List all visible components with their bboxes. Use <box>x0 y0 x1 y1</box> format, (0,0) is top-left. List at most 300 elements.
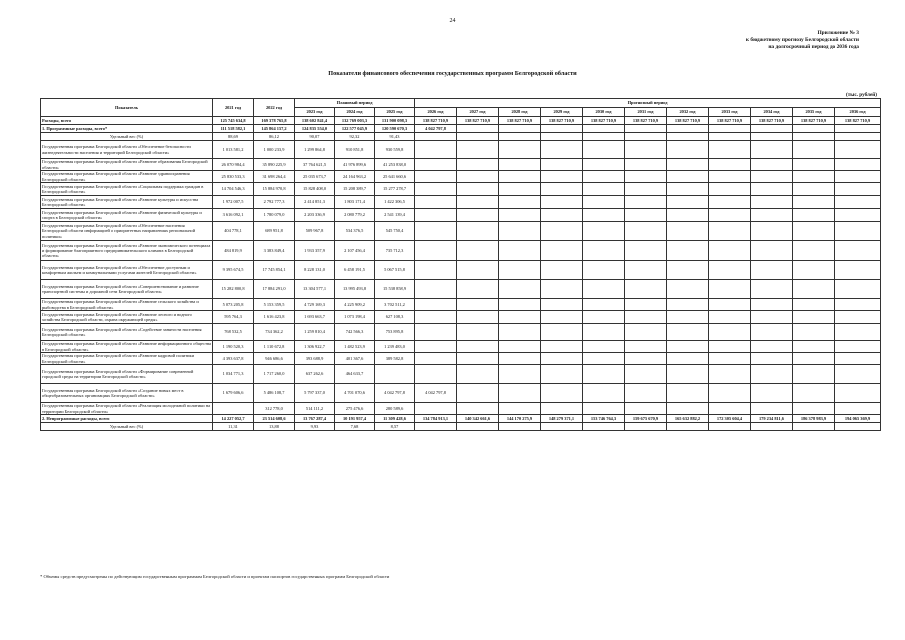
value-cell <box>625 125 667 133</box>
value-cell: 17 884 291,0 <box>254 280 295 299</box>
value-cell <box>415 196 457 209</box>
value-cell: 131 900 098,3 <box>375 117 415 125</box>
value-cell <box>835 125 881 133</box>
row-label: Государственная программа Белгородской области «Развитие информационного общества в Белгородской области» <box>42 341 211 352</box>
value-cell <box>751 241 793 261</box>
financing-table <box>40 98 881 431</box>
value-cell: 1 616 423,8 <box>254 311 295 324</box>
value-cell <box>751 222 793 241</box>
value-cell <box>793 423 835 431</box>
value-cell <box>625 403 667 415</box>
value-cell <box>541 159 583 171</box>
value-cell: 15 538 858,9 <box>375 280 415 299</box>
value-cell <box>709 241 751 261</box>
row-label: Государственная программа Белгородской области «Социальная поддержка граждан в Белгородской области» <box>41 183 213 196</box>
value-cell: 159 675 670,9 <box>625 415 667 423</box>
value-cell <box>793 261 835 280</box>
value-cell <box>415 311 457 324</box>
row-label: Государственная программа Белгородской области «Обеспечение безопасности жизнедеятельности населения и территорий Белгородской области» <box>41 141 213 159</box>
value-cell: 111 518 582,1 <box>213 125 254 133</box>
value-cell: 484 819,9 <box>213 241 254 261</box>
value-cell <box>793 353 835 365</box>
table-row <box>41 171 881 183</box>
value-cell <box>709 196 751 209</box>
value-cell: 31 698 264,4 <box>254 171 295 183</box>
value-cell <box>835 141 881 159</box>
value-cell: 15 884 970,8 <box>254 183 295 196</box>
table-row <box>41 365 881 384</box>
value-cell <box>625 324 667 341</box>
value-cell <box>541 299 583 311</box>
value-cell <box>709 403 751 415</box>
value-cell <box>457 365 499 384</box>
value-cell: 1 073 198,4 <box>335 311 375 324</box>
value-cell: 1 299 864,8 <box>295 141 335 159</box>
value-cell <box>457 261 499 280</box>
value-cell <box>751 299 793 311</box>
value-cell <box>583 196 625 209</box>
value-cell: 1 693 663,7 <box>295 311 335 324</box>
value-cell <box>415 171 457 183</box>
row-label: Государственная программа Белгородской области «Развитие физической культуры и спорта в Белгородской области» <box>41 209 213 222</box>
value-cell: 144 170 275,9 <box>499 415 541 423</box>
table-row <box>41 384 881 403</box>
value-cell: 138 827 710,9 <box>709 117 751 125</box>
value-cell: 5 067 515,8 <box>375 261 415 280</box>
value-cell <box>457 141 499 159</box>
value-cell <box>751 159 793 171</box>
value-cell <box>415 261 457 280</box>
value-cell <box>499 209 541 222</box>
value-cell: 26 070 984,4 <box>213 159 254 171</box>
row-label: Государственная программа Белгородской области «Содействие занятости населения Белгородской области» <box>41 324 213 341</box>
value-cell <box>583 365 625 384</box>
value-cell <box>415 403 457 415</box>
value-cell: 138 827 710,9 <box>583 117 625 125</box>
value-cell <box>625 196 667 209</box>
value-cell <box>793 222 835 241</box>
appendix-line: Приложение № 3 <box>817 30 859 36</box>
value-cell <box>625 261 667 280</box>
value-cell <box>751 183 793 196</box>
table-row <box>41 341 881 353</box>
value-cell <box>541 196 583 209</box>
value-cell <box>541 133 583 141</box>
value-cell <box>415 423 457 431</box>
value-cell <box>667 353 709 365</box>
value-cell <box>541 324 583 341</box>
value-cell: 910 851,8 <box>335 141 375 159</box>
value-cell: 41 976 899,6 <box>335 159 375 171</box>
value-cell: 5 153 359,5 <box>254 299 295 311</box>
value-cell <box>751 261 793 280</box>
value-cell <box>457 384 499 403</box>
value-cell <box>793 159 835 171</box>
value-cell: 389 582,8 <box>375 353 415 365</box>
value-cell <box>625 280 667 299</box>
value-cell <box>667 324 709 341</box>
value-cell <box>709 222 751 241</box>
value-cell <box>457 125 499 133</box>
value-cell: 9,93 <box>295 423 335 431</box>
value-cell: 138 827 710,9 <box>499 117 541 125</box>
value-cell: 1 780 079,0 <box>254 209 295 222</box>
value-cell <box>793 384 835 403</box>
value-cell <box>415 141 457 159</box>
value-cell <box>667 159 709 171</box>
row-label: Расходы, всего <box>41 117 213 125</box>
value-cell <box>667 365 709 384</box>
value-cell <box>583 133 625 141</box>
value-cell <box>583 261 625 280</box>
value-cell: 124 835 554,0 <box>295 125 335 133</box>
value-cell: 138 827 710,9 <box>667 117 709 125</box>
value-cell <box>835 341 881 353</box>
value-cell <box>667 299 709 311</box>
value-cell: 11 309 428,6 <box>375 415 415 423</box>
value-cell <box>793 311 835 324</box>
value-cell <box>415 299 457 311</box>
table-row <box>41 261 881 280</box>
value-cell: 145 864 157,2 <box>254 125 295 133</box>
value-cell: 393 688,9 <box>295 353 335 365</box>
value-cell: 1 422 306,5 <box>375 196 415 209</box>
row-label: 1. Программные расходы, всего* <box>41 125 213 133</box>
value-cell: 627 108,3 <box>375 311 415 324</box>
row-label: Государственная программа Белгородской области «Реализация молодежной политики на территории Белгородской области» <box>41 403 213 415</box>
value-cell <box>751 133 793 141</box>
value-cell <box>583 222 625 241</box>
value-cell <box>415 183 457 196</box>
value-cell: 14 227 052,7 <box>213 415 254 423</box>
value-cell <box>793 341 835 353</box>
value-cell <box>625 171 667 183</box>
value-cell: 1 034 771,3 <box>213 365 254 384</box>
value-cell: 5 073 205,8 <box>213 299 254 311</box>
value-cell: 88,69 <box>213 133 254 141</box>
value-cell: 17 745 854,1 <box>254 261 295 280</box>
value-cell <box>709 353 751 365</box>
value-cell <box>583 159 625 171</box>
value-cell <box>583 141 625 159</box>
value-cell <box>415 209 457 222</box>
value-cell <box>457 183 499 196</box>
value-cell <box>625 222 667 241</box>
value-cell <box>499 171 541 183</box>
value-cell <box>415 222 457 241</box>
value-cell: 92,32 <box>335 133 375 141</box>
value-cell: 4 729 169,3 <box>295 299 335 311</box>
value-cell <box>375 365 415 384</box>
header-indicator: Показатель <box>41 99 213 117</box>
value-cell <box>667 141 709 159</box>
value-cell <box>793 133 835 141</box>
value-cell: 1 259 810,4 <box>295 324 335 341</box>
value-cell: 15 828 408,0 <box>295 183 335 196</box>
value-cell <box>583 183 625 196</box>
row-label: Государственная программа Белгородской области «Развитие культуры и искусства Белгородской области» <box>41 196 213 209</box>
header-year: 2034 год <box>751 108 793 117</box>
value-cell <box>499 324 541 341</box>
value-cell <box>793 183 835 196</box>
value-cell: 41 253 838,0 <box>375 159 415 171</box>
value-cell: 1 803 171,4 <box>335 196 375 209</box>
value-cell: 186 378 983,9 <box>793 415 835 423</box>
value-cell: 122 577 045,9 <box>335 125 375 133</box>
value-cell <box>667 403 709 415</box>
value-cell: 4 042 797,8 <box>375 384 415 403</box>
value-cell <box>709 384 751 403</box>
value-cell: 15 282 800,8 <box>213 280 254 299</box>
value-cell <box>835 171 881 183</box>
value-cell <box>793 196 835 209</box>
value-cell <box>457 353 499 365</box>
value-cell <box>583 241 625 261</box>
table-row <box>41 183 881 196</box>
value-cell: 514 111,2 <box>295 403 335 415</box>
row-label: Государственная программа Белгородской области «Создание новых мест в общеобразовательных организациях Белгородской области» <box>41 384 213 403</box>
value-cell <box>499 299 541 311</box>
value-cell <box>625 341 667 353</box>
value-cell <box>499 222 541 241</box>
value-cell <box>751 196 793 209</box>
row-label: Государственная программа Белгородской области «Совершенствование и развитие транспортной системы и дорожной сети Белгородской области» <box>41 280 213 299</box>
value-cell: 138 827 710,9 <box>415 117 457 125</box>
value-cell: 153 746 764,3 <box>583 415 625 423</box>
value-cell: 401 367,6 <box>335 353 375 365</box>
value-cell <box>709 209 751 222</box>
value-cell <box>835 299 881 311</box>
value-cell: 753 895,8 <box>375 324 415 341</box>
value-cell <box>835 183 881 196</box>
value-cell <box>499 183 541 196</box>
value-cell <box>541 365 583 384</box>
value-cell: 1 306 922,7 <box>295 341 335 353</box>
value-cell: 13,88 <box>254 423 295 431</box>
appendix-line: на долгосрочный период до 2036 года <box>768 44 859 50</box>
value-cell: 169 378 765,8 <box>254 117 295 125</box>
value-cell <box>835 209 881 222</box>
value-cell <box>751 341 793 353</box>
row-label: Государственная программа Белгородской области «Развитие здравоохранения Белгородской области» <box>41 171 213 183</box>
value-cell: 509 967,8 <box>295 222 335 241</box>
value-cell <box>457 299 499 311</box>
value-cell <box>499 261 541 280</box>
value-cell <box>793 403 835 415</box>
value-cell: 2 792 777,3 <box>254 196 295 209</box>
value-cell <box>583 353 625 365</box>
value-cell: 3 616 092,1 <box>213 209 254 222</box>
value-cell <box>541 311 583 324</box>
value-cell <box>709 423 751 431</box>
value-cell <box>583 125 625 133</box>
table-row <box>41 209 881 222</box>
table-row <box>41 324 881 341</box>
document-title: Показатели финансового обеспечения государственных программ Белгородской области <box>328 70 577 77</box>
value-cell <box>583 324 625 341</box>
value-cell: 930 559,8 <box>375 141 415 159</box>
header-year: 2026 год <box>415 108 457 117</box>
header-year: 2032 год <box>667 108 709 117</box>
value-cell <box>499 311 541 324</box>
value-cell <box>625 209 667 222</box>
value-cell: 946 686,6 <box>254 353 295 365</box>
value-cell: 2 414 851,3 <box>295 196 335 209</box>
value-cell: 595 764,3 <box>213 311 254 324</box>
value-cell <box>751 365 793 384</box>
value-cell <box>415 324 457 341</box>
table-row <box>41 159 881 171</box>
value-cell <box>667 241 709 261</box>
value-cell <box>625 384 667 403</box>
value-cell <box>541 209 583 222</box>
value-cell <box>751 209 793 222</box>
value-cell <box>415 280 457 299</box>
value-cell: 148 279 371,1 <box>541 415 583 423</box>
header-2021: 2021 год <box>213 99 254 117</box>
value-cell <box>625 423 667 431</box>
value-cell: 25 641 660,6 <box>375 171 415 183</box>
value-cell: 37 764 621,5 <box>295 159 335 171</box>
value-cell: 735 712,3 <box>375 241 415 261</box>
value-cell <box>583 384 625 403</box>
value-cell <box>835 241 881 261</box>
value-cell <box>499 241 541 261</box>
value-cell: 194 065 369,9 <box>835 415 881 423</box>
value-cell <box>751 423 793 431</box>
value-cell: 768 532,5 <box>213 324 254 341</box>
value-cell <box>751 324 793 341</box>
value-cell: 3 702 511,2 <box>375 299 415 311</box>
value-cell <box>457 171 499 183</box>
value-cell: 138 827 710,9 <box>793 117 835 125</box>
value-cell <box>667 196 709 209</box>
value-cell <box>457 341 499 353</box>
value-cell: 3 383 849,4 <box>254 241 295 261</box>
value-cell: 1 972 007,5 <box>213 196 254 209</box>
value-cell <box>709 341 751 353</box>
value-cell <box>667 133 709 141</box>
header-year: 2025 год <box>375 108 415 117</box>
header-year: 2028 год <box>499 108 541 117</box>
value-cell: 534 376,5 <box>335 222 375 241</box>
value-cell: 120 590 670,3 <box>375 125 415 133</box>
value-cell <box>541 280 583 299</box>
header-year: 2031 год <box>625 108 667 117</box>
table-row <box>41 117 881 125</box>
table-row <box>41 196 881 209</box>
value-cell <box>499 159 541 171</box>
value-cell: 11,31 <box>213 423 254 431</box>
value-cell: 138 827 710,9 <box>541 117 583 125</box>
appendix-block <box>599 30 859 51</box>
value-cell <box>835 159 881 171</box>
value-cell <box>667 222 709 241</box>
value-cell <box>751 141 793 159</box>
value-cell: 134 784 913,1 <box>415 415 457 423</box>
table-row <box>41 222 881 241</box>
value-cell: 2 541 139,4 <box>375 209 415 222</box>
value-cell <box>835 403 881 415</box>
value-cell <box>625 353 667 365</box>
value-cell <box>541 125 583 133</box>
value-cell <box>751 403 793 415</box>
value-cell: 2 080 779,2 <box>335 209 375 222</box>
table-row <box>41 241 881 261</box>
value-cell: 13 767 287,4 <box>295 415 335 423</box>
value-cell: 138 827 710,9 <box>751 117 793 125</box>
value-cell: 2 107 456,4 <box>335 241 375 261</box>
value-cell <box>625 141 667 159</box>
value-cell: 4 225 909,2 <box>335 299 375 311</box>
value-cell <box>499 423 541 431</box>
page-number: 24 <box>449 18 456 24</box>
value-cell <box>457 280 499 299</box>
value-cell: 90,07 <box>295 133 335 141</box>
value-cell: 2 203 336,9 <box>295 209 335 222</box>
value-cell <box>499 280 541 299</box>
value-cell <box>625 241 667 261</box>
value-cell: 138 827 710,9 <box>625 117 667 125</box>
value-cell <box>667 423 709 431</box>
value-cell: 8,57 <box>375 423 415 431</box>
value-cell: 10 191 957,4 <box>335 415 375 423</box>
header-year: 2029 год <box>541 108 583 117</box>
value-cell <box>793 324 835 341</box>
value-cell <box>499 141 541 159</box>
value-cell: 138 602 841,4 <box>295 117 335 125</box>
value-cell: 312 778,0 <box>254 403 295 415</box>
header-year: 2035 год <box>793 108 835 117</box>
value-cell <box>667 311 709 324</box>
value-cell <box>835 365 881 384</box>
value-cell <box>457 403 499 415</box>
value-cell: 689 951,8 <box>254 222 295 241</box>
value-cell: 13 304 577,1 <box>295 280 335 299</box>
row-label: Государственная программа Белгородской области «Развитие экономического потенциала и формирование благоприятного предпринимательского климата в Белгородской области» <box>41 241 213 261</box>
value-cell <box>667 125 709 133</box>
row-label: Государственная программа Белгородской области «Развитие образования Белгородской области» <box>41 159 213 171</box>
row-label: Государственная программа Белгородской области «Обеспечение доступным и комфортным жильем и коммунальными услугами жителей Белгородской области» <box>41 261 213 280</box>
value-cell <box>457 241 499 261</box>
units-label: (тыс. рублей) <box>846 92 877 98</box>
value-cell: 637 262,6 <box>295 365 335 384</box>
value-cell <box>709 171 751 183</box>
value-cell <box>709 125 751 133</box>
value-cell: 1 190 520,3 <box>213 341 254 353</box>
value-cell <box>709 324 751 341</box>
value-cell <box>541 423 583 431</box>
value-cell <box>625 183 667 196</box>
value-cell <box>751 171 793 183</box>
value-cell <box>541 171 583 183</box>
value-cell: 125 745 634,8 <box>213 117 254 125</box>
value-cell: 280 589,6 <box>375 403 415 415</box>
value-cell <box>793 141 835 159</box>
value-cell: 1 110 672,8 <box>254 341 295 353</box>
value-cell: 138 827 710,9 <box>457 117 499 125</box>
value-cell: 545 750,4 <box>375 222 415 241</box>
value-cell <box>835 384 881 403</box>
value-cell: 165 632 882,2 <box>667 415 709 423</box>
value-cell: 1 482 523,9 <box>335 341 375 353</box>
value-cell <box>751 384 793 403</box>
row-label: Государственная программа Белгородской области «Развитие кадровой политики Белгородской области» <box>41 353 213 365</box>
value-cell <box>583 171 625 183</box>
value-cell <box>709 183 751 196</box>
value-cell <box>583 403 625 415</box>
value-cell <box>541 183 583 196</box>
